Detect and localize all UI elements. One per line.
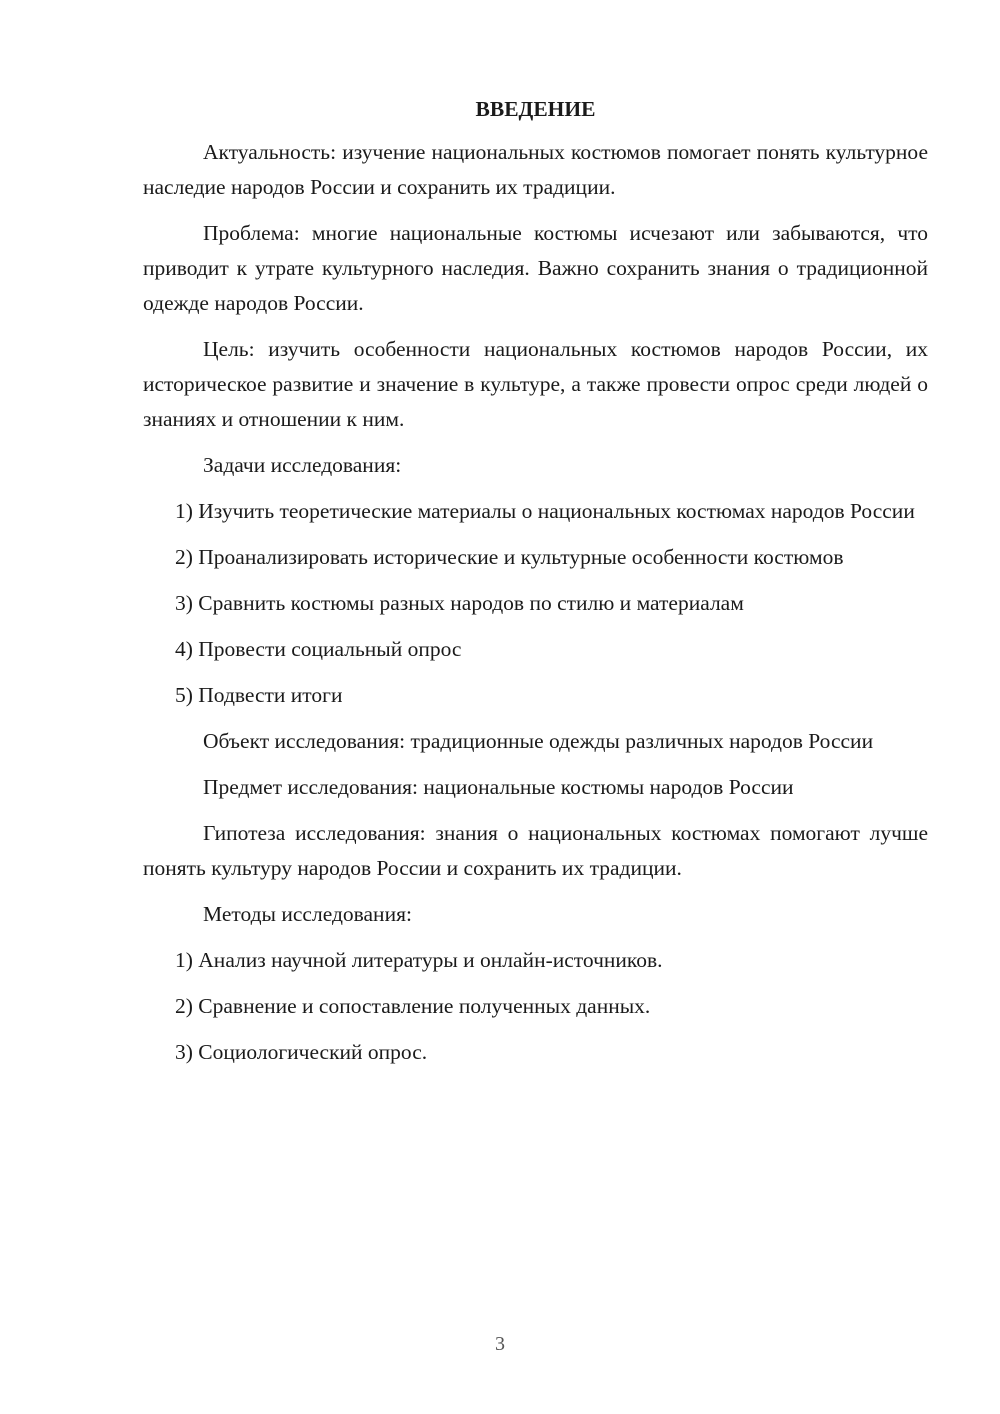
methods-heading: Методы исследования: (203, 902, 412, 926)
problem-paragraph: Проблема: многие национальные костюмы исчезают или забываются, что приводит к утрате культурного наследия. Важно сохранить знания о традиционной одежде народов России. (143, 221, 928, 315)
tasks-heading: Задачи исследования: (203, 453, 402, 477)
page-number: 3 (495, 1333, 505, 1355)
method-item-1: 1) Анализ научной литературы и онлайн-источников. (175, 948, 663, 972)
task-item-1: 1) Изучить теоретические материалы о национальных костюмах народов России (175, 499, 915, 523)
goal-paragraph: Цель: изучить особенности национальных костюмов народов России, их историческое развитие и значение в культуре, а также провести опрос среди людей о знаниях и отношении к ним. (143, 337, 928, 431)
task-item-3: 3) Сравнить костюмы разных народов по стилю и материалам (175, 591, 744, 615)
task-item-5: 5) Подвести итоги (175, 683, 343, 707)
object-paragraph: Объект исследования: традиционные одежды различных народов России (203, 729, 874, 753)
subject-paragraph: Предмет исследования: национальные костюмы народов России (203, 775, 794, 799)
relevance-paragraph: Актуальность: изучение национальных костюмов помогает понять культурное наследие народов России и сохранить их традиции. (143, 140, 928, 199)
method-item-3: 3) Социологический опрос. (175, 1040, 428, 1064)
section-title: ВВЕДЕНИЕ (475, 97, 596, 121)
method-item-2: 2) Сравнение и сопоставление полученных данных. (175, 994, 651, 1018)
task-item-4: 4) Провести социальный опрос (175, 637, 462, 661)
task-item-2: 2) Проанализировать исторические и культурные особенности костюмов (175, 545, 844, 569)
hypothesis-paragraph: Гипотеза исследования: знания о национальных костюмах помогают лучше понять культуру народов России и сохранить их традиции. (143, 821, 928, 880)
page-content (143, 92, 928, 1081)
